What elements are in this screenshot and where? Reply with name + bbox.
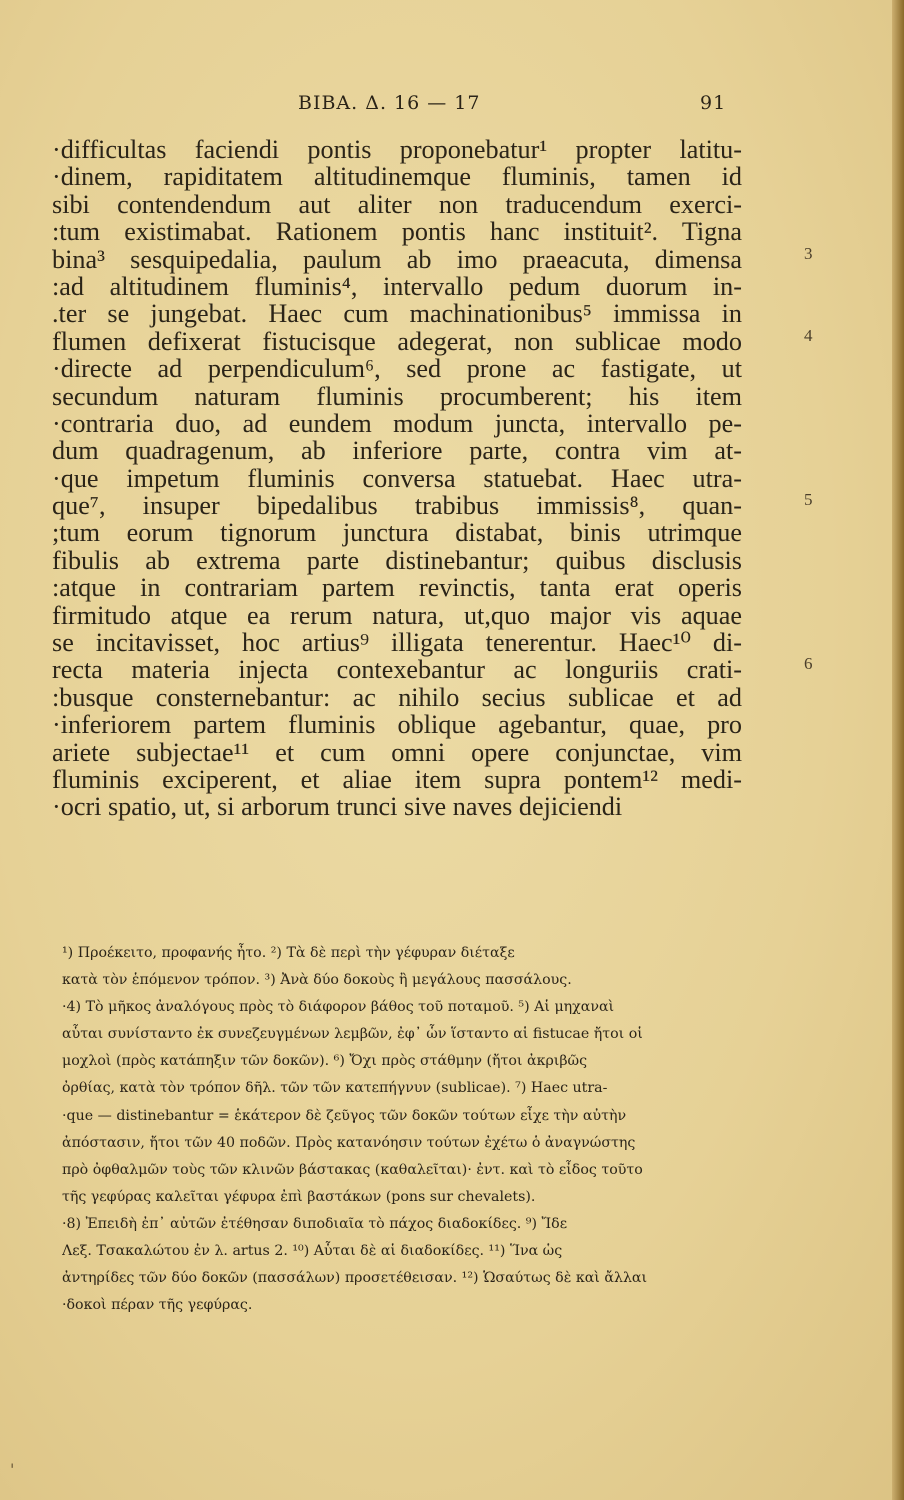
text-line: firmitudo atque ea rerum natura, ut,quo major vis aquae [52,600,742,630]
text-line: ·inferiorem partem fluminis oblique agebantur, quae, pro [52,710,742,740]
text-line: ;tum eorum tignorum junctura distabat, binis utrimque [52,518,742,548]
page-edge [892,0,904,1500]
footnote-line: ·8) Ἐπειδὴ ἐπ᾽ αὐτῶν ἐτέθησαν διποδιαῖα τὸ πάχος διαδοκίδες. ⁹) Ἴδε [62,1215,568,1232]
text-line: ·dinem, rapiditatem altitudinemque fluminis, tamen id [52,162,742,192]
text-line: :tum existimabat. Rationem pontis hanc instituit². Tigna [52,217,742,247]
footnote-line: μοχλοὶ (πρὸς κατάπηξιν τῶν δοκῶν). ⁶) Ὄχι πρὸς στάθμην (ἤτοι ἀκριβῶς [62,1053,588,1070]
footnote-line: κατὰ τὸν ἑπόμενον τρόπον. ³) Ἀνὰ δύο δοκοὺς ἢ μεγάλους πασσάλους. [62,972,572,989]
text-line: sibi contendendum aut aliter non traducendum exerci- [52,189,742,219]
footnote-line: τῆς γεφύρας καλεῖται γέφυρα ἐπὶ βαστάκων (pons sur chevalets). [62,1188,536,1205]
text-line: dum quadragenum, ab inferiore parte, contra vim at- [52,436,742,466]
footnotes [62,940,762,1319]
page-header [0,92,904,122]
text-line: recta materia injecta contexebantur ac longuriis crati- [52,655,742,685]
text-line: :busque consternebantur: ac nihilo secius sublicae et ad [52,682,742,712]
text-line: fluminis exciperent, et aliae item supra pontem¹² medi- [52,764,742,794]
text-line: ·contraria duo, ad eundem modum juncta, intervallo pe- [52,408,742,438]
text-line: ·directe ad perpendiculum⁶, sed prone ac fastigate, ut [52,354,742,384]
footnote-line: ὀρθίας, κατὰ τὸν τρόπον δῆλ. τῶν τῶν κατεπήγνυν (sublicae). ⁷) Haec utra- [62,1080,608,1097]
text-line: ·ocri spatio, ut, si arborum trunci sive naves dejiciendi [52,792,623,822]
margin-number: 6 [804,654,813,673]
text-line: flumen defixerat fistucisque adegerat, non sublicae modo [52,326,742,356]
text-line: :atque in contrariam partem revinctis, tanta erat operis [52,573,742,603]
footnote-line: Λεξ. Τσακαλώτου ἐν λ. artus 2. ¹⁰) Αὗται δὲ αἱ διαδοκίδες. ¹¹) Ἵνα ὡς [62,1243,563,1260]
text-line: :ad altitudinem fluminis⁴, intervallo pedum duorum in- [52,271,742,301]
footnote-line: ·que — distinebantur = ἑκάτερον δὲ ζεῦγος τῶν δοκῶν τούτων εἶχε τὴν αὐτὴν [62,1107,627,1124]
page-number: 91 [700,92,727,114]
margin-number: 5 [804,490,813,509]
margin-number: 3 [804,244,813,263]
footnote-line: πρὸ ὀφθαλμῶν τοὺς τῶν κλινῶν βάστακας (καθαλεῖται)· ἐντ. καὶ τὸ εἶδος τοῦτο [62,1161,643,1178]
footnote-line: ·δοκοὶ πέραν τῆς γεφύρας. [62,1297,253,1314]
footnote-line: ἀπόστασιν, ἤτοι τῶν 40 ποδῶν. Πρὸς κατανόησιν τούτων ἐχέτω ὁ ἀναγνώστης [62,1134,636,1151]
text-line: se incitavisset, hoc artius⁹ illigata tenerentur. Haec¹⁰ di- [52,628,742,658]
footnote-line: ἀντηρίδες τῶν δύο δοκῶν (πασσάλων) προσετέθεισαν. ¹²) Ὡσαύτως δὲ καὶ ἄλλαι [62,1270,648,1287]
footnote-line: ·4) Τὸ μῆκος ἀναλόγους πρὸς τὸ διάφορον βάθος τοῦ ποταμοῦ. ⁵) Αἱ μηχαναὶ [62,999,615,1016]
text-line: fibulis ab extrema parte distinebantur; quibus disclusis [52,545,742,575]
text-line: secundum naturam fluminis procumberent; his item [52,381,742,411]
footnote-line: αὗται συνίσταντο ἐκ συνεζευγμένων λεμβῶν, ἐφ᾽ ὧν ἵσταντο αἱ fistucae ἤτοι οἱ [62,1026,643,1043]
page-stain-mark: ' [10,1460,15,1479]
margin-number: 4 [804,326,813,345]
text-line: ·que impetum fluminis conversa statuebat. Haec utra- [52,463,742,493]
text-line: .ter se jungebat. Haec cum machinationibus⁵ immissa in [52,299,742,329]
running-title: BIBA. Δ. 16 — 17 [298,92,481,114]
text-line: ·difficultas faciendi pontis proponebatur¹ propter latitu- [52,135,742,164]
text-line: ariete subjectae¹¹ et cum omni opere conjunctae, vim [52,737,742,767]
text-line: que⁷, insuper bipedalibus trabibus immissis⁸, quan- [52,491,742,521]
main-text [52,135,813,822]
text-line: bina³ sesquipedalia, paulum ab imo praeacuta, dimensa [52,244,742,274]
footnote-line: ¹) Προέκειτο, προφανής ἦτο. ²) Τὰ δὲ περὶ τὴν γέφυραν διέταξε [62,945,515,961]
